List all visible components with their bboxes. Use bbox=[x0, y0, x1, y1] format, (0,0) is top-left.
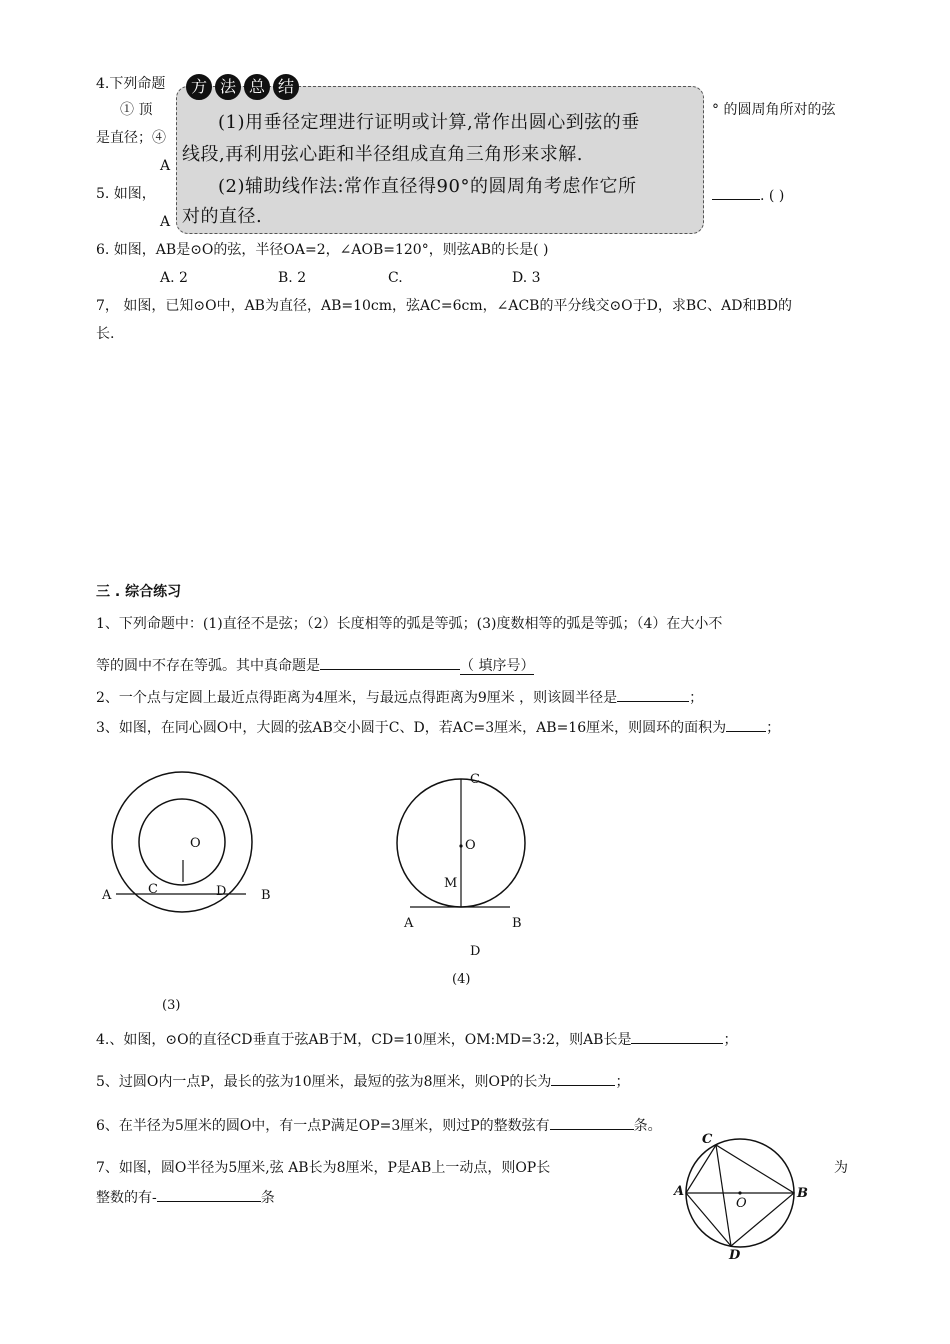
p3-q7-line2-text: 整数的有- bbox=[96, 1190, 157, 1206]
fig7-label-o: O bbox=[736, 1196, 747, 1211]
fig4-label-b: B bbox=[512, 916, 522, 931]
q6-option-b: B. 2 bbox=[278, 270, 307, 286]
p3-q1-line2 bbox=[96, 654, 534, 676]
p3-q1-text: 等的圆中不存在等弧。其中真命题是 bbox=[96, 658, 320, 674]
title-badge-3: 总 bbox=[244, 74, 270, 100]
center-dot bbox=[459, 844, 462, 847]
q4-option-a: A bbox=[160, 158, 171, 174]
fig3-caption: (3) bbox=[162, 998, 181, 1013]
q4-line2-start: 是直径；④ bbox=[96, 130, 166, 146]
callout-line2: 线段,再利用弦心距和半径组成直角三角形来求解. bbox=[182, 144, 583, 165]
small-circle bbox=[139, 799, 225, 885]
p3-q6-end: 条。 bbox=[633, 1118, 662, 1134]
fig4-label-a: A bbox=[404, 916, 414, 931]
p3-q4 bbox=[96, 1028, 737, 1050]
q5-end bbox=[712, 184, 784, 206]
p3-q7-line1-end: 为 bbox=[834, 1160, 848, 1176]
q7-line1: 7， 如图，已知⊙O中，AB为直径，AB=10cm，弦AC=6cm，∠ACB的平分线交⊙O于D，求BC、AD和BD的 bbox=[96, 298, 792, 314]
p3-q2-end: ； bbox=[689, 690, 704, 706]
fig3-label-d: D bbox=[216, 884, 227, 899]
p3-q6-text: 6、在半径为5厘米的圆O中，有一点P满足OP=3厘米，则过P的整数弦有 bbox=[96, 1118, 550, 1134]
method-summary-title bbox=[186, 74, 299, 100]
fig7-label-d: D bbox=[729, 1248, 741, 1263]
title-badge-2: 法 bbox=[215, 74, 241, 100]
section-heading: 三 . 综合练习 bbox=[96, 584, 182, 600]
p3-q2 bbox=[96, 686, 703, 708]
p3-q7-line1: 7、如图，圆O半径为5厘米,弦 AB长为8厘米，P是AB上一动点，则OP长 bbox=[96, 1160, 551, 1176]
center-dot bbox=[738, 1191, 741, 1194]
fig3-label-o: O bbox=[190, 836, 201, 851]
callout-line4: 对的直径. bbox=[182, 206, 263, 227]
q4-line1-end: ° 的圆周角所对的弦 bbox=[712, 102, 836, 118]
p3-q5-text: 5、过圆O内一点P，最长的弦为10厘米，最短的弦为8厘米，则OP的长为 bbox=[96, 1074, 552, 1090]
figure-4-circle-diameter bbox=[388, 770, 528, 920]
q6-option-c: C. bbox=[388, 270, 403, 286]
q4-line1-start: ① 顶 bbox=[120, 102, 153, 118]
fig7-label-b: B bbox=[797, 1186, 808, 1201]
title-badge-4: 结 bbox=[273, 74, 299, 100]
p3-q7-line2 bbox=[96, 1186, 275, 1208]
fig3-label-b: B bbox=[261, 888, 271, 903]
big-circle bbox=[112, 772, 252, 912]
q6-option-a: A. 2 bbox=[160, 270, 188, 286]
p3-q3-text: 3、如图，在同心圆O中，大圆的弦AB交小圆于C、D，若AC=3厘米，AB=16厘米，则圆环的面积为 bbox=[96, 720, 727, 736]
q4-head: 4.下列命题 bbox=[96, 76, 166, 92]
callout-line1: (1)用垂径定理进行证明或计算,常作出圆心到弦的垂 bbox=[218, 112, 640, 133]
p3-q2-text: 2、一个点与定圆上最近点得距离为4厘米，与最远点得距离为9厘米 ，则该圆半径是 bbox=[96, 690, 618, 706]
q6-line: 6. 如图，AB是⊙O的弦，半径OA=2，∠AOB=120°，则弦AB的长是( ) bbox=[96, 242, 549, 258]
fig7-label-a: A bbox=[674, 1184, 685, 1199]
p3-q6 bbox=[96, 1114, 662, 1136]
p3-q5 bbox=[96, 1070, 629, 1092]
p3-q4-text: 4.、如图，⊙O的直径CD垂直于弦AB于M，CD=10厘米，OM:MD=3:2，则AB长是 bbox=[96, 1032, 632, 1048]
fig4-label-d: D bbox=[470, 944, 481, 959]
q5-end-text: . ( ) bbox=[760, 188, 785, 204]
q6-option-d: D. 3 bbox=[512, 270, 541, 286]
p3-q7-line2-end: 条 bbox=[260, 1190, 275, 1206]
p3-q1-hint: （ 填序号） bbox=[460, 658, 535, 674]
fig4-label-o: O bbox=[465, 838, 476, 853]
p3-q4-end: ； bbox=[723, 1032, 738, 1048]
p3-q1-line1: 1、下列命题中：(1)直径不是弦；（2）长度相等的弧是等弧；(3)度数相等的弧是等弧；（4）在大小不 bbox=[96, 616, 723, 632]
q5-start: 5. 如图， bbox=[96, 186, 156, 202]
fig3-label-c: C bbox=[148, 882, 158, 897]
p3-q3-end: ； bbox=[766, 720, 781, 736]
title-badge-1: 方 bbox=[186, 74, 212, 100]
p3-q3 bbox=[96, 716, 780, 738]
q7-line2: 长. bbox=[96, 326, 115, 342]
fig4-label-m: M bbox=[444, 876, 458, 891]
p3-q5-end: ； bbox=[615, 1074, 630, 1090]
fig4-label-c: C bbox=[470, 772, 480, 787]
fig7-label-c: C bbox=[702, 1132, 713, 1147]
q5-option-a: A bbox=[160, 214, 171, 230]
fig3-label-a: A bbox=[102, 888, 112, 903]
callout-line3: (2)辅助线作法:常作直径得90°的圆周角考虑作它所 bbox=[218, 176, 637, 197]
fig4-caption: (4) bbox=[452, 972, 471, 987]
